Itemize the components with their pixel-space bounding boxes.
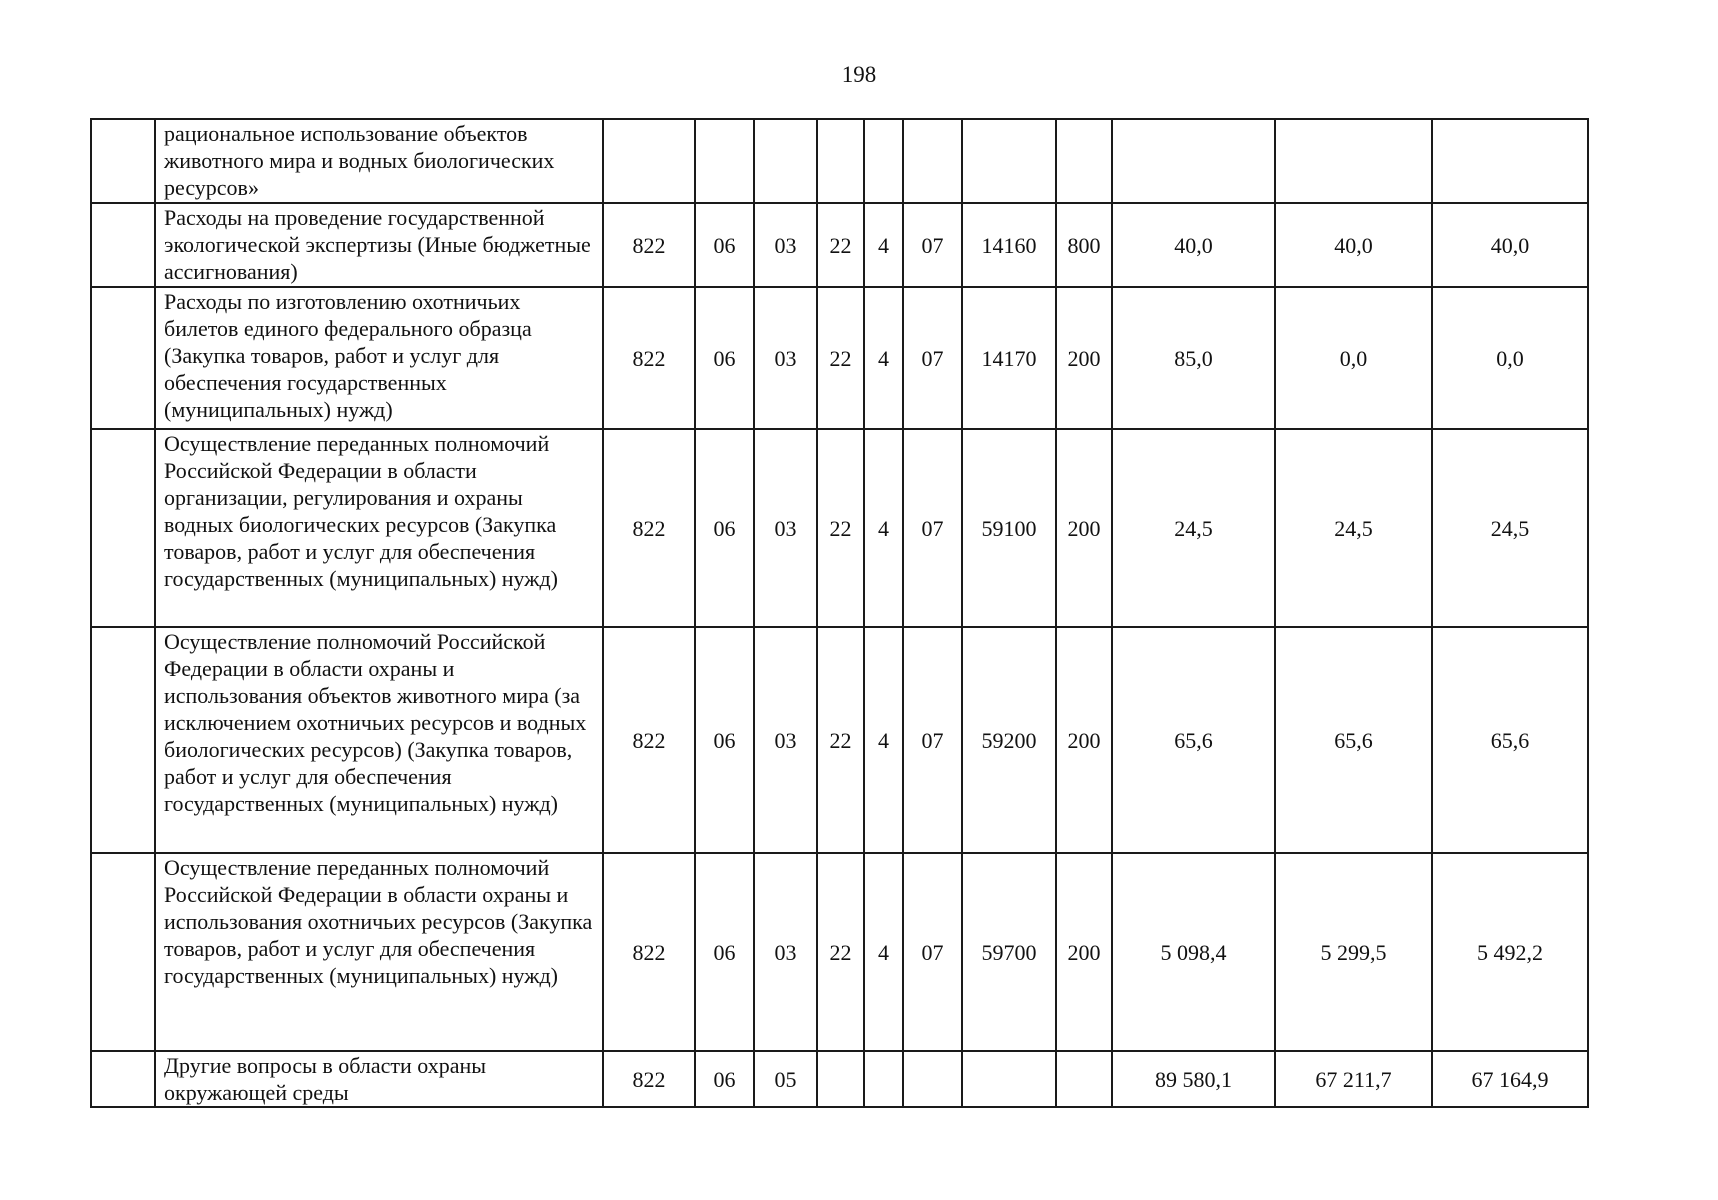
code-cell: 03 (754, 287, 817, 429)
table-row (91, 853, 1588, 1051)
table-row (91, 287, 1588, 429)
code-cell: 03 (754, 627, 817, 853)
code-cell: 07 (903, 203, 962, 287)
code-cell: 822 (603, 203, 695, 287)
code-cell (695, 119, 754, 203)
code-cell: 22 (817, 429, 864, 627)
code-cell: 4 (864, 203, 903, 287)
code-cell: 822 (603, 429, 695, 627)
code-cell: 03 (754, 203, 817, 287)
blank-cell (91, 1051, 155, 1107)
amount-cell: 67 164,9 (1432, 1051, 1588, 1107)
amount-cell: 85,0 (1112, 287, 1275, 429)
code-cell (962, 1051, 1056, 1107)
amount-cell: 40,0 (1275, 203, 1432, 287)
code-cell: 822 (603, 627, 695, 853)
code-cell: 200 (1056, 429, 1112, 627)
table-row (91, 203, 1588, 287)
code-cell: 200 (1056, 627, 1112, 853)
page-number: 198 (841, 62, 877, 87)
row-description: Расходы по изготовлению охотничьих билетов единого федерального образца (Закупка товаров, работ и услуг для обеспечения государственных (муниципальных) нужд) (155, 287, 603, 429)
code-cell (864, 1051, 903, 1107)
code-cell: 822 (603, 287, 695, 429)
table-body (91, 119, 1588, 1107)
code-cell: 14160 (962, 203, 1056, 287)
amount-cell (1432, 119, 1588, 203)
code-cell: 14170 (962, 287, 1056, 429)
code-cell: 06 (695, 1051, 754, 1107)
row-description: Другие вопросы в области охраны окружающей среды (155, 1051, 603, 1107)
table-row (91, 1051, 1588, 1107)
code-cell: 07 (903, 627, 962, 853)
code-cell (603, 119, 695, 203)
amount-cell: 5 098,4 (1112, 853, 1275, 1051)
code-cell: 07 (903, 287, 962, 429)
code-cell (903, 1051, 962, 1107)
row-description: Осуществление полномочий Российской Федерации в области охраны и использования объектов животного мира (за исключением охотничьих ресурсов и водных биологических ресурсов) (Закупка товаров, работ и услуг для обеспечения государственных (муниципальных) нужд) (155, 627, 603, 853)
code-cell: 4 (864, 853, 903, 1051)
amount-cell: 5 299,5 (1275, 853, 1432, 1051)
table-row (91, 119, 1588, 203)
code-cell: 06 (695, 203, 754, 287)
blank-cell (91, 627, 155, 853)
amount-cell: 65,6 (1432, 627, 1588, 853)
code-cell: 06 (695, 853, 754, 1051)
code-cell: 07 (903, 853, 962, 1051)
amount-cell: 0,0 (1275, 287, 1432, 429)
blank-cell (91, 203, 155, 287)
code-cell: 03 (754, 429, 817, 627)
code-cell (754, 119, 817, 203)
code-cell: 03 (754, 853, 817, 1051)
amount-cell: 24,5 (1275, 429, 1432, 627)
code-cell: 4 (864, 429, 903, 627)
amount-cell: 0,0 (1432, 287, 1588, 429)
amount-cell: 40,0 (1112, 203, 1275, 287)
amount-cell: 65,6 (1112, 627, 1275, 853)
code-cell: 59200 (962, 627, 1056, 853)
row-description: рациональное использование объектов животного мира и водных биологических ресурсов» (155, 119, 603, 203)
code-cell: 822 (603, 853, 695, 1051)
code-cell: 22 (817, 203, 864, 287)
code-cell: 07 (903, 429, 962, 627)
amount-cell: 40,0 (1432, 203, 1588, 287)
code-cell: 06 (695, 429, 754, 627)
code-cell: 06 (695, 627, 754, 853)
code-cell: 06 (695, 287, 754, 429)
code-cell (817, 119, 864, 203)
code-cell (903, 119, 962, 203)
row-description: Осуществление переданных полномочий Российской Федерации в области охраны и использования охотничьих ресурсов (Закупка товаров, работ и услуг для обеспечения государственных (муниципальных) нужд) (155, 853, 603, 1051)
code-cell: 59100 (962, 429, 1056, 627)
code-cell: 4 (864, 627, 903, 853)
row-description: Осуществление переданных полномочий Российской Федерации в области организации, регулирования и охраны водных биологических ресурсов (Закупка товаров, работ и услуг для обеспечения государственных (муниципальных) нужд) (155, 429, 603, 627)
amount-cell (1275, 119, 1432, 203)
blank-cell (91, 853, 155, 1051)
code-cell (1056, 119, 1112, 203)
code-cell (1056, 1051, 1112, 1107)
amount-cell: 24,5 (1432, 429, 1588, 627)
code-cell: 200 (1056, 287, 1112, 429)
code-cell: 22 (817, 627, 864, 853)
budget-table (90, 118, 1589, 1108)
code-cell: 59700 (962, 853, 1056, 1051)
code-cell (817, 1051, 864, 1107)
amount-cell: 24,5 (1112, 429, 1275, 627)
code-cell: 822 (603, 1051, 695, 1107)
code-cell: 05 (754, 1051, 817, 1107)
blank-cell (91, 429, 155, 627)
amount-cell: 65,6 (1275, 627, 1432, 853)
code-cell: 22 (817, 853, 864, 1051)
amount-cell (1112, 119, 1275, 203)
amount-cell: 89 580,1 (1112, 1051, 1275, 1107)
amount-cell: 67 211,7 (1275, 1051, 1432, 1107)
code-cell: 800 (1056, 203, 1112, 287)
code-cell: 200 (1056, 853, 1112, 1051)
amount-cell: 5 492,2 (1432, 853, 1588, 1051)
code-cell (864, 119, 903, 203)
code-cell: 4 (864, 287, 903, 429)
table-row (91, 627, 1588, 853)
row-description: Расходы на проведение государственной экологической экспертизы (Иные бюджетные ассигнования) (155, 203, 603, 287)
table-row (91, 429, 1588, 627)
blank-cell (91, 287, 155, 429)
blank-cell (91, 119, 155, 203)
code-cell (962, 119, 1056, 203)
code-cell: 22 (817, 287, 864, 429)
